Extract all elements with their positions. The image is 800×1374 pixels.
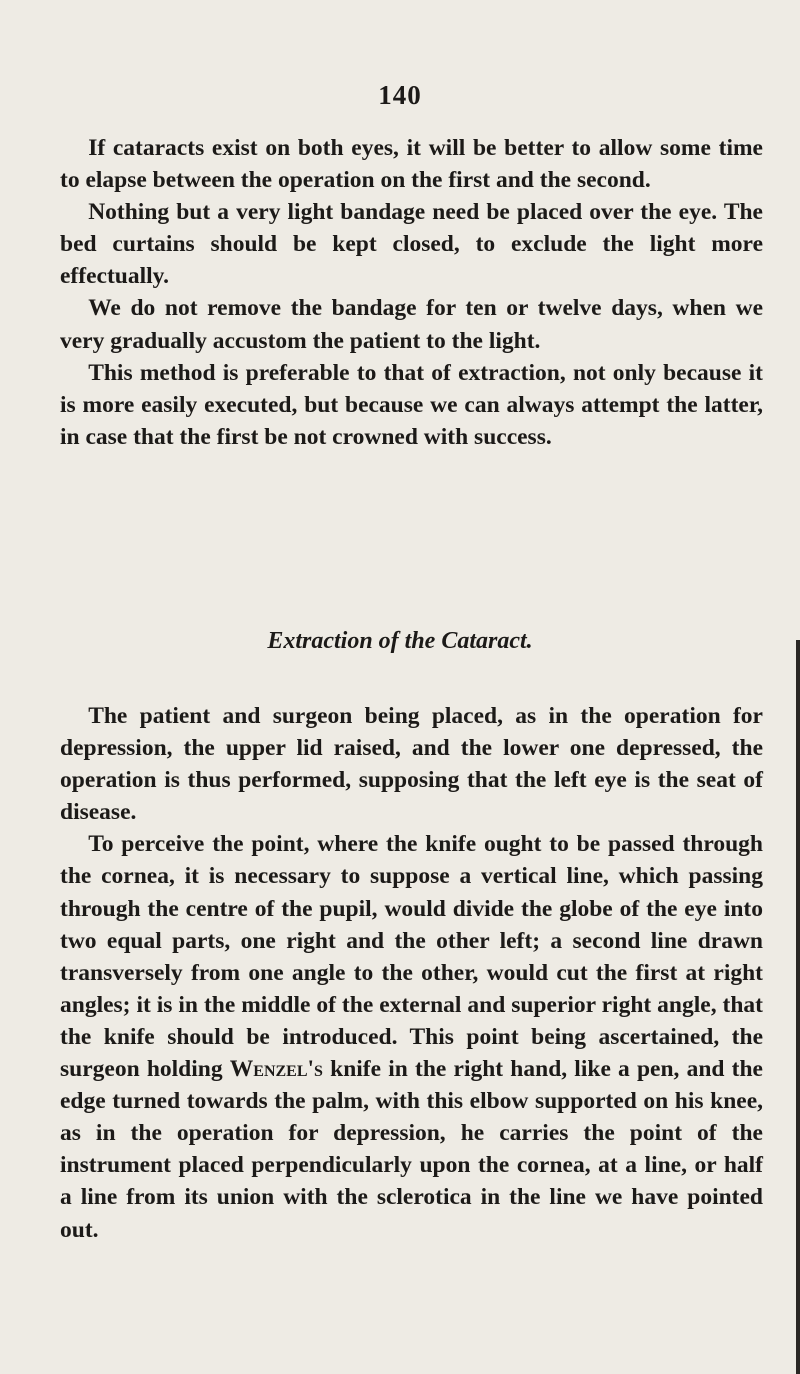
paragraph: This method is preferable to that of extraction, not only because it is more easily executed, but because we can always attempt the latter, in case that the first be not crowned with success. <box>60 359 763 450</box>
proper-name: Wenzel's <box>229 1056 323 1083</box>
paragraph-text: knife in the right hand, like a pen, and the edge turned towards the palm, with this elbow supported on his knee, as in the operation for depression, he carries the point of the instrument placed perpendicularly upon the cornea, at a line, or half a line from its union with the sclerotica in the line we have pointed out. <box>60 1056 763 1243</box>
section-heading: Extraction of the Cataract. <box>267 628 533 654</box>
page-number: 140 <box>378 80 422 110</box>
paragraph: If cataracts exist on both eyes, it will be better to allow some time to elapse between the operation on the first and the second. <box>60 135 763 194</box>
paragraph <box>60 828 763 1245</box>
paragraph-text: To perceive the point, where the knife ought to be passed through the cornea, it is necessary to suppose a vertical line, which passing through the centre of the pupil, would divide the globe of the eye into two equal parts, one right and the other left; a second line drawn transversely from one angle to the other, would cut the first at right angles; it is in the middle of the external and superior right angle, that the knife should be introduced. This point being ascertained, the surgeon holding <box>60 831 763 1083</box>
text-block-top <box>60 132 763 453</box>
paragraph: We do not remove the bandage for ten or twelve days, when we very gradually accustom the patient to the light. <box>60 295 763 354</box>
text-block-bottom <box>60 700 763 1246</box>
paragraph: The patient and surgeon being placed, as in the operation for depression, the upper lid raised, and the lower one depressed, the operation is thus performed, supposing that the left eye is the seat of disease. <box>60 703 763 826</box>
page-edge-shadow <box>796 640 800 1374</box>
paragraph: Nothing but a very light bandage need be placed over the eye. The bed curtains should be kept closed, to exclude the light more effectually. <box>60 199 763 290</box>
